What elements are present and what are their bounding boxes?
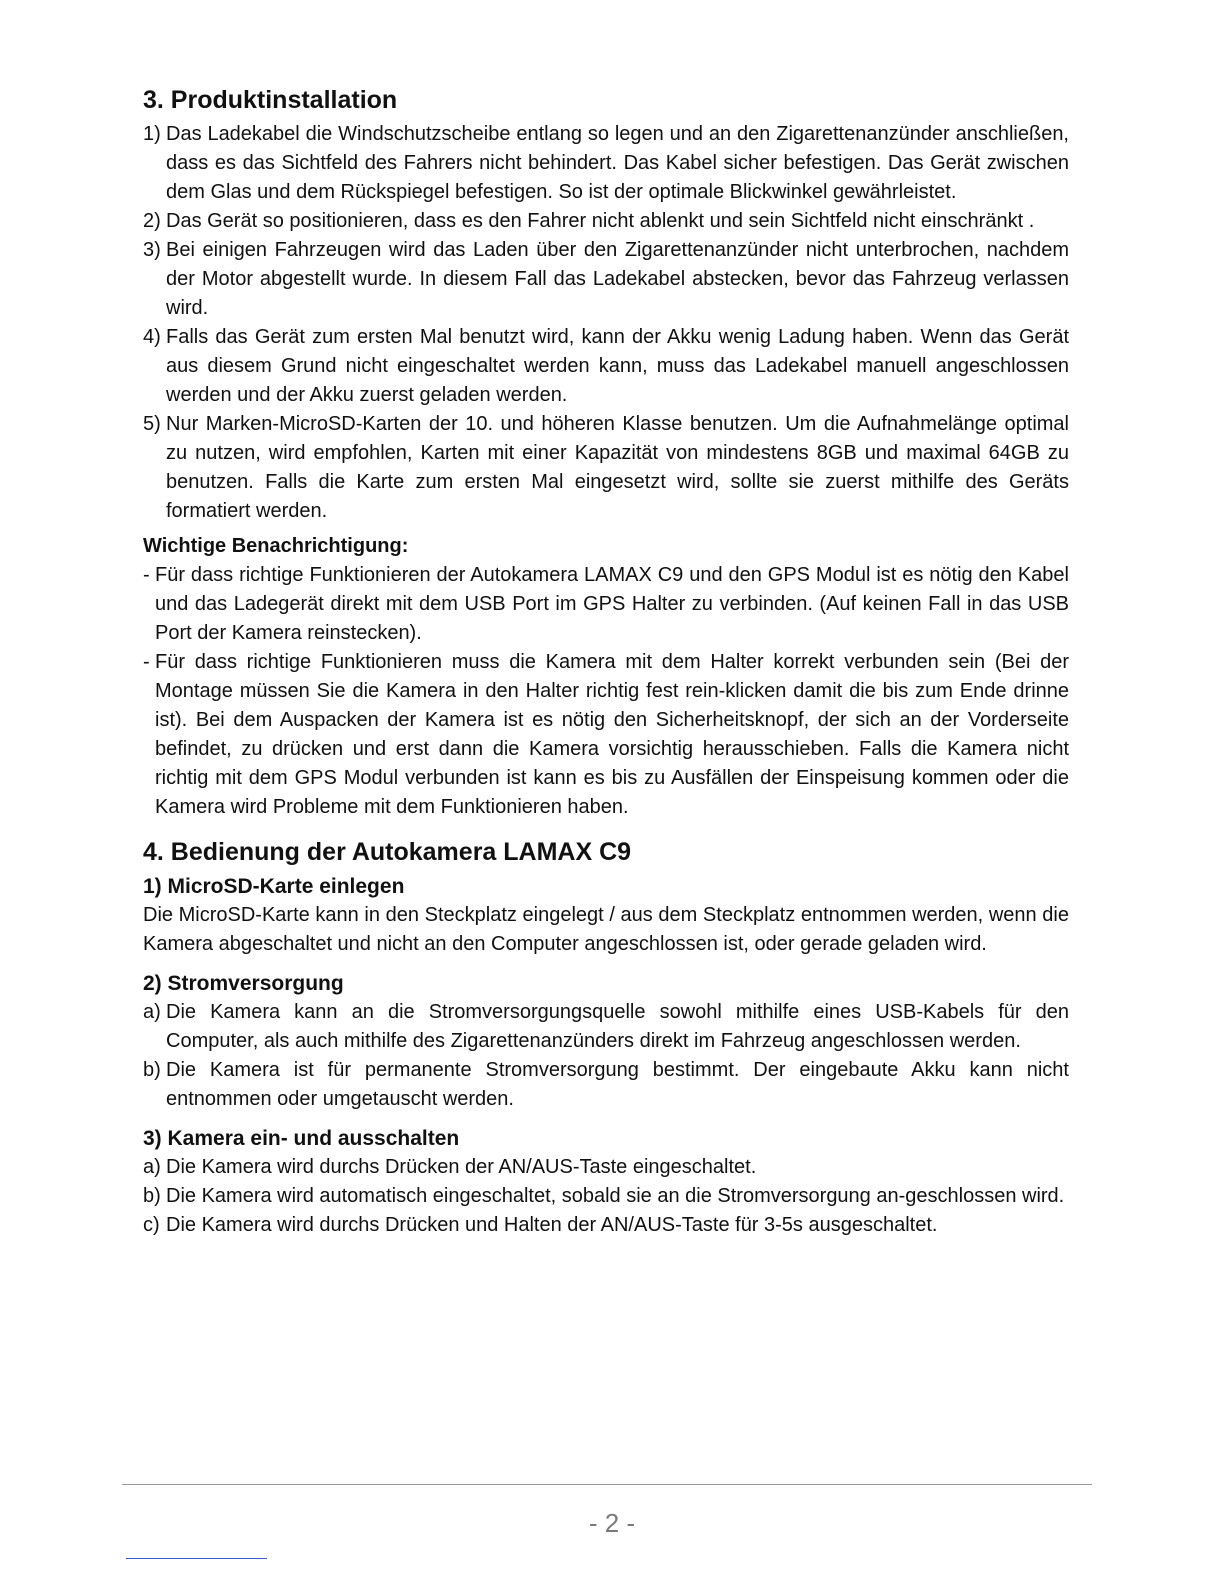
footer-link-underline xyxy=(126,1558,267,1559)
list-marker: 2) xyxy=(143,210,161,232)
notice-list xyxy=(143,561,1069,822)
list-item-text: Das Ladekabel die Windschutzscheibe entlang so legen und an den Zigarettenanzünder anschließen, dass es das Sichtfeld des Fahrers nicht behindert. Das Kabel sicher befestigen. Das Gerät zwischen dem Glas und dem Rückspiegel befestigen. So ist der optimale Blickwinkel gewährleistet. xyxy=(166,123,1069,203)
list-item-text: Die Kamera wird automatisch eingeschaltet, sobald sie an die Stromversorgung an-geschlossen wird. xyxy=(166,1185,1065,1207)
list-item-text: Die Kamera wird durchs Drücken der AN/AUS-Taste eingeschaltet. xyxy=(166,1156,757,1178)
list-marker: a) xyxy=(143,1001,161,1023)
list-marker: 1) xyxy=(143,123,161,145)
installation-list xyxy=(143,120,1069,526)
list-item xyxy=(143,236,1069,323)
list-item xyxy=(143,323,1069,410)
list-marker: b) xyxy=(143,1185,161,1207)
list-item xyxy=(143,207,1069,236)
list-item xyxy=(143,648,1069,822)
list-item-text: Falls das Gerät zum ersten Mal benutzt wird, kann der Akku wenig Ladung haben. Wenn das Gerät aus diesem Grund nicht eingeschaltet werden kann, muss das Ladekabel manuell angeschlossen werden und der Akku zuerst geladen werden. xyxy=(166,326,1069,406)
power-list xyxy=(143,998,1069,1114)
list-marker: - xyxy=(143,651,150,673)
list-item xyxy=(143,1153,1069,1182)
list-marker: 4) xyxy=(143,326,161,348)
list-item-text: Die Kamera wird durchs Drücken und Halten der AN/AUS-Taste für 3-5s ausgeschaltet. xyxy=(166,1214,938,1236)
list-item-text: Die Kamera ist für permanente Stromversorgung bestimmt. Der eingebaute Akku kann nicht entnommen oder umgetauscht werden. xyxy=(166,1059,1069,1110)
microsd-subsection xyxy=(143,872,1069,959)
list-marker: c) xyxy=(143,1214,160,1236)
list-marker: b) xyxy=(143,1059,161,1081)
power-switch-heading: 3) Kamera ein- und ausschalten xyxy=(143,1127,460,1150)
list-item xyxy=(143,410,1069,526)
list-marker: 5) xyxy=(143,413,161,435)
microsd-paragraph: Die MicroSD-Karte kann in den Steckplatz eingelegt / aus dem Steckplatz entnommen werden, wenn die Kamera abgeschaltet und nicht an den Computer angeschlossen ist, oder gerade geladen wird. xyxy=(143,904,1069,955)
list-item xyxy=(143,1056,1069,1114)
footer-divider xyxy=(122,1484,1092,1485)
list-item-text: Bei einigen Fahrzeugen wird das Laden über den Zigarettenanzünder nicht unterbrochen, nachdem der Motor abgestellt wurde. In diesem Fall das Ladekabel abstecken, bevor das Fahrzeug verlassen wird. xyxy=(166,239,1069,319)
power-switch-list xyxy=(143,1153,1069,1240)
power-heading: 2) Stromversorgung xyxy=(143,972,344,995)
list-item-text: Nur Marken-MicroSD-Karten der 10. und höheren Klasse benutzen. Um die Aufnahmelänge optimal zu nutzen, wird empfohlen, Karten mit einer Kapazität von mindestens 8GB und maximal 64GB zu benutzen. Falls die Karte zum ersten Mal eingesetzt wird, sollte sie zuerst mithilfe des Geräts formatiert werden. xyxy=(166,413,1069,522)
document-body xyxy=(143,84,1069,1240)
list-marker: a) xyxy=(143,1156,161,1178)
list-item-text: Das Gerät so positionieren, dass es den Fahrer nicht ablenkt und sein Sichtfeld nicht einschränkt . xyxy=(166,210,1035,232)
power-switch-subsection xyxy=(143,1124,1069,1240)
list-marker: 3) xyxy=(143,239,161,261)
page-number: - 2 - xyxy=(588,1508,636,1538)
list-item-text: Die Kamera kann an die Stromversorgungsquelle sowohl mithilfe eines USB-Kabels für den Computer, als auch mithilfe des Zigarettenanzünders direkt im Fahrzeug angeschlossen werden. xyxy=(166,1001,1069,1052)
list-item xyxy=(143,1211,1069,1240)
power-subsection xyxy=(143,969,1069,1114)
list-item xyxy=(143,120,1069,207)
list-item-text: Für dass richtige Funktionieren der Autokamera LAMAX C9 und den GPS Modul ist es nötig den Kabel und das Ladegerät direkt mit dem USB Port im GPS Halter zu verbinden. (Auf keinen Fall in das USB Port der Kamera reinstecken). xyxy=(155,564,1069,644)
microsd-heading: 1) MicroSD-Karte einlegen xyxy=(143,875,405,898)
notice-heading: Wichtige Benachrichtigung: xyxy=(143,535,409,557)
list-item xyxy=(143,1182,1069,1211)
list-marker: - xyxy=(143,564,150,586)
list-item xyxy=(143,561,1069,648)
section-3-heading: 3. Produktinstallation xyxy=(143,86,398,114)
list-item-text: Für dass richtige Funktionieren muss die Kamera mit dem Halter korrekt verbunden sein (Bei der Montage müssen Sie die Kamera in den Halter richtig fest rein-klicken damit die bis zum Ende drinne ist). Bei dem Auspacken der Kamera ist es nötig den Sicherheitsknopf, der sich an der Vorderseite befindet, zu drücken und erst dann die Kamera vorsichtig herausschieben. Falls die Kamera nicht richtig mit dem GPS Modul verbunden ist kann es bis zu Ausfällen der Einspeisung kommen oder die Kamera wird Probleme mit dem Funktionieren haben. xyxy=(155,651,1069,818)
section-4-heading: 4. Bedienung der Autokamera LAMAX C9 xyxy=(143,838,632,866)
list-item xyxy=(143,998,1069,1056)
